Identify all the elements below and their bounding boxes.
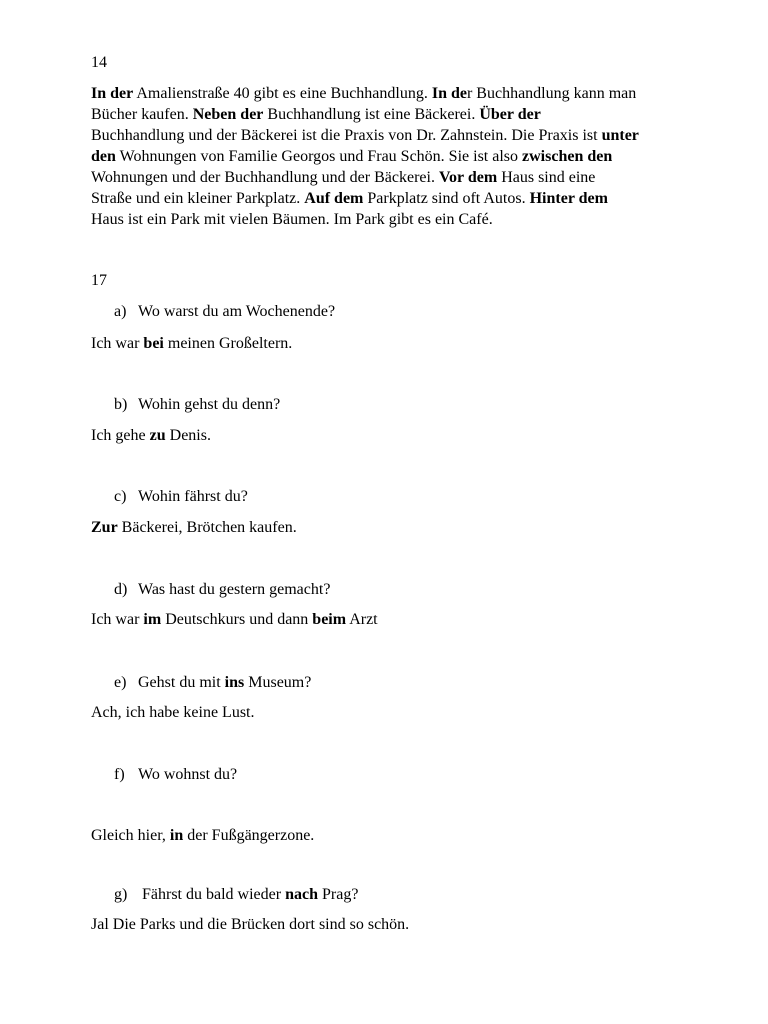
question-g (114, 884, 358, 905)
text-run: Buchhandlung und der Bäckerei ist die Praxis von Dr. Zahnstein. Die Praxis ist (91, 127, 602, 144)
question-text (138, 396, 280, 413)
bold-run: Auf dem (304, 190, 364, 207)
bold-run: Neben der (192, 106, 264, 123)
question-text (138, 674, 311, 691)
text-run: Was hast du gestern gemacht? (138, 581, 331, 598)
bold-run: In der (91, 85, 134, 102)
paragraph-line (91, 167, 595, 188)
question-letter: f) (114, 766, 125, 783)
text-run: Wohnungen und der Buchhandlung und der Bäckerei. (91, 169, 439, 186)
text-run: Ich war (91, 611, 144, 628)
question-letter: e) (114, 674, 127, 691)
bold-run: Vor dem (438, 169, 498, 186)
text-run: Prag? (317, 886, 359, 903)
question-d (114, 579, 330, 600)
paragraph-line (91, 125, 639, 146)
question-e (114, 672, 311, 693)
answer-b (91, 425, 211, 446)
text-run: Haus sind eine (497, 169, 596, 186)
bold-run: in (169, 827, 184, 844)
bold-run: ins (224, 674, 245, 691)
paragraph-line (91, 83, 636, 104)
answer-e (91, 702, 255, 723)
text-run: Museum? (244, 674, 312, 691)
question-text (138, 581, 330, 598)
text-run: Haus ist ein Park mit vielen Bäumen. Im Park gibt es ein Café. (91, 211, 493, 228)
question-c (114, 486, 248, 507)
bold-run: Zur (91, 519, 118, 536)
text-run: Wohin gehst du denn? (138, 396, 281, 413)
text-run: Denis. (165, 427, 211, 444)
answer-a (91, 333, 292, 354)
bold-run: im (143, 611, 162, 628)
answer-f (91, 825, 314, 846)
text-run: Wo warst du am Wochenende? (138, 303, 336, 320)
answer-g (91, 914, 409, 935)
text-run: r Buchhandlung kann man (466, 85, 637, 102)
bold-run: zu (149, 427, 166, 444)
text-run: Straße und ein kleiner Parkplatz. (91, 190, 305, 207)
bold-run: zwischen den (522, 148, 613, 165)
question-b (114, 394, 280, 415)
bold-run: Hinter dem (529, 190, 608, 207)
bold-run: beim (312, 611, 347, 628)
question-letter: b) (114, 396, 128, 413)
text-run: Bücher kaufen. (91, 106, 193, 123)
text-run: Fährst du bald wieder (138, 886, 286, 903)
question-text (138, 303, 335, 320)
paragraph-line (91, 188, 608, 209)
section-14-number: 14 (91, 54, 107, 71)
paragraph-line (91, 146, 612, 167)
text-run: Wohin fährst du? (138, 488, 248, 505)
question-text (138, 886, 358, 903)
question-letter: g) (114, 886, 128, 903)
text-run: Bäckerei, Brötchen kaufen. (117, 519, 297, 536)
text-run: Ich gehe (91, 427, 150, 444)
text-run: Ich war (91, 335, 144, 352)
bold-run: bei (143, 335, 164, 352)
bold-run: In de (431, 85, 467, 102)
paragraph-line (91, 209, 493, 230)
question-letter: d) (114, 581, 128, 598)
question-text (138, 766, 237, 783)
answer-c (91, 517, 297, 538)
answer-d (91, 609, 378, 630)
bold-run: unter (601, 127, 639, 144)
text-run: Gleich hier, (91, 827, 170, 844)
question-letter: c) (114, 488, 127, 505)
question-a (114, 301, 335, 322)
section-17-number: 17 (91, 272, 107, 289)
text-run: Wohnungen von Familie Georgos und Frau Schön. Sie ist also (115, 148, 523, 165)
text-run: der Fußgängerzone. (183, 827, 315, 844)
text-run: Amalienstraße 40 gibt es eine Buchhandlung. (133, 85, 432, 102)
text-run: Buchhandlung ist eine Bäckerei. (263, 106, 480, 123)
text-run: meinen Großeltern. (163, 335, 293, 352)
question-text (138, 488, 248, 505)
paragraph-line (91, 104, 541, 125)
text-run: Wo wohnst du? (138, 766, 238, 783)
text-run: Ach, ich habe keine Lust. (91, 704, 255, 721)
question-f (114, 764, 237, 785)
bold-run: nach (285, 886, 318, 903)
text-run: Gehst du mit (138, 674, 225, 691)
text-run: Parkplatz sind oft Autos. (363, 190, 530, 207)
text-run: Deutschkurs und dann (161, 611, 313, 628)
text-run: Jal Die Parks und die Brücken dort sind so schön. (91, 916, 410, 933)
bold-run: Über der (479, 106, 541, 123)
bold-run: den (91, 148, 116, 165)
text-run: Arzt (346, 611, 378, 628)
question-letter: a) (114, 303, 127, 320)
